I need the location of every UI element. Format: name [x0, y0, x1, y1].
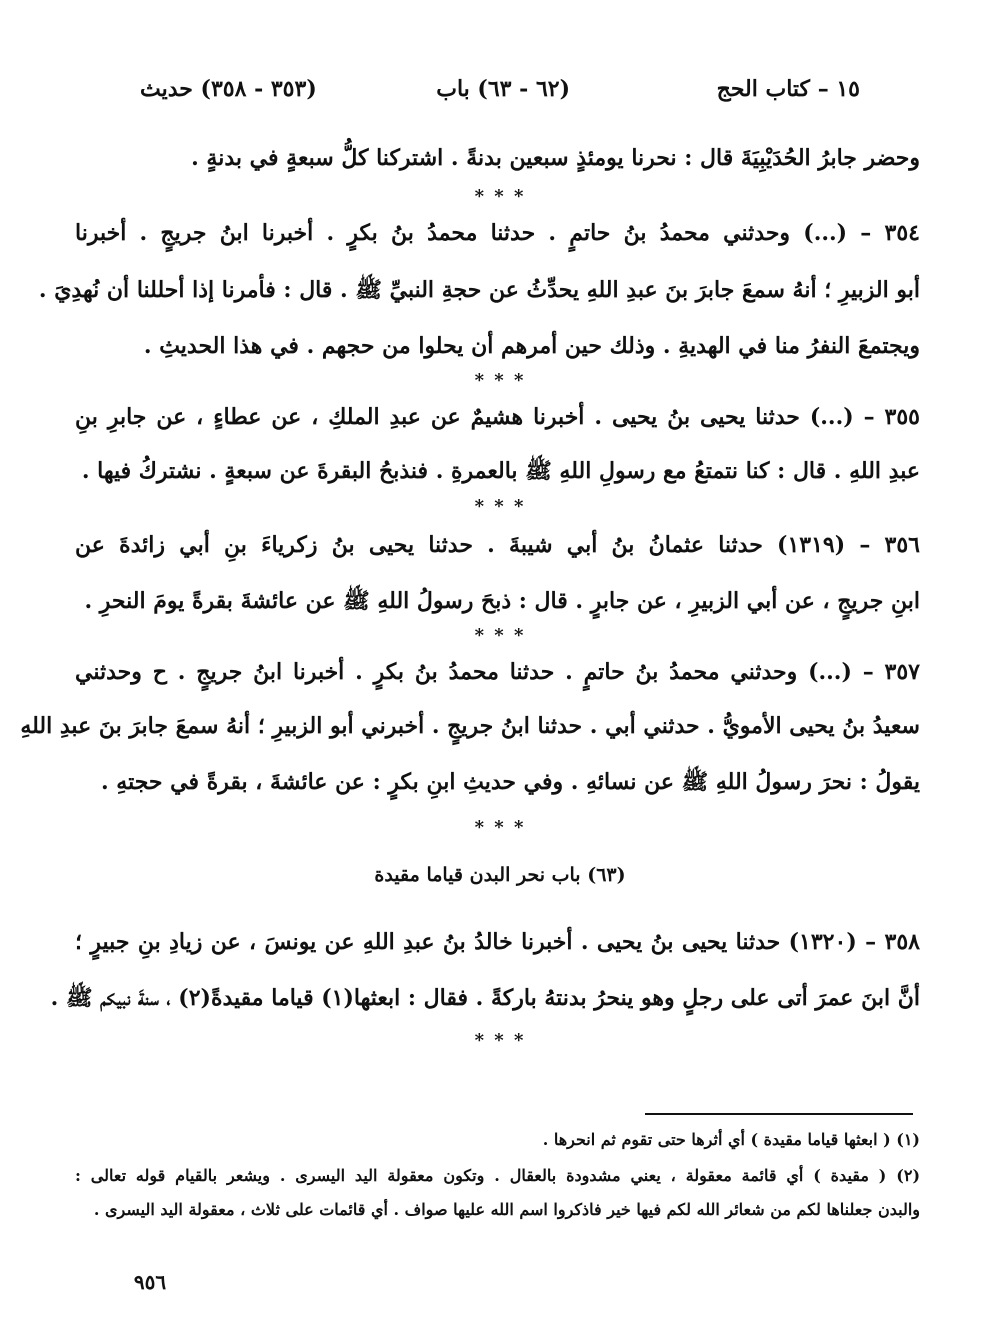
- section-separator: * * *: [474, 625, 526, 646]
- text-line: وحضر جابرُ الحُدَيْبِيَةَ قال : نحرنا يومئذٍ سبعين بدنةً . اشتركنا كلُّ سبعةٍ في بدنةٍ .: [191, 145, 920, 171]
- section-separator: * * *: [474, 186, 526, 207]
- header-section-title: ١٥ – كتاب الحج: [716, 76, 860, 102]
- text-line: ابنِ جريجٍ ، عن أبي الزبيرِ ، عن جابرٍ . قال : ذبحَ رسولُ اللهِ ﷺ عن عائشةَ بقرةً يومَ النحرِ .: [84, 588, 920, 614]
- page-header: [140, 70, 860, 110]
- section-separator: * * *: [474, 817, 526, 838]
- page-number: ٩٥٦: [133, 1270, 167, 1294]
- hadith-357-line: ٣٥٧ – (...) وحدثني محمدُ بنُ حاتمٍ . حدثنا محمدُ بنُ بكرٍ . أخبرنا ابنُ جريجٍ . ح وحدثني: [75, 659, 920, 685]
- section-separator: * * *: [474, 370, 526, 391]
- hadith-358-line: ٣٥٨ – (١٣٢٠) حدثنا يحيى بنُ يحيى . أخبرنا خالدُ بنُ عبدِ اللهِ عن يونسَ ، عن زيادِ بنِ جبيرٍ ؛: [75, 929, 920, 955]
- section-separator: * * *: [474, 496, 526, 517]
- section-separator: * * *: [474, 1030, 526, 1051]
- text-line: سعيدُ بنُ يحيى الأمويُّ . حدثني أبي . حدثنا ابنُ جريجٍ . أخبرني أبو الزبيرِ ؛ أنهُ سمعَ جابرَ بنَ عبدِ اللهِ: [20, 713, 920, 739]
- footnote-2: (٢) ( مقيدة ) أي قائمة معقولة ، يعني مشدودة بالعقال . وتكون معقولة اليد اليسرى . ويشعر بالقيام قوله تعالى :: [75, 1166, 921, 1185]
- hadith-355-line: ٣٥٥ – (...) حدثنا يحيى بنُ يحيى . أخبرنا هشيمٌ عن عبدِ الملكِ ، عن عطاءٍ ، عن جابرِ بنِ: [75, 404, 920, 430]
- text-line: أبو الزبيرِ ؛ أنهُ سمعَ جابرَ بنَ عبدِ اللهِ يحدِّثُ عن حجةِ النبيِّ ﷺ . قال : فأمرنا إذا أحللنا أن نُهدِيَ .: [38, 277, 920, 303]
- header-bab-range: (٦٢ - ٦٣) باب: [436, 76, 570, 102]
- footnote-2-continued: والبدن جعلناها لكم من شعائر الله لكم فيها خير فاذكروا اسم الله عليها صواف . أي قائمات على ثلاث ، معقولة اليد اليسرى .: [93, 1200, 920, 1219]
- text-line: عبدِ اللهِ . قال : كنا نتمتعُ مع رسولِ اللهِ ﷺ بالعمرةِ . فنذبحُ البقرةَ عن سبعةٍ . نشتركُ فيها .: [81, 458, 920, 484]
- header-hadith-range: (٣٥٣ - ٣٥٨) حديث: [140, 76, 317, 102]
- hadith-354-line: ٣٥٤ – (...) وحدثني محمدُ بنُ حاتمٍ . حدثنا محمدُ بنُ بكرٍ . أخبرنا ابنُ جريجٍ . أخبرنا: [75, 220, 920, 246]
- text-line: أنَّ ابنَ عمرَ أتى على رجلٍ وهو ينحرُ بدنتهُ باركةً . فقال : ابعثها(١) قياما مقيدةً(٢) ، سنةَ نبيكم ﷺ .: [50, 985, 920, 1011]
- text-line: ويجتمعَ النفرُ منا في الهديةِ . وذلك حين أمرهم أن يحلوا من حجهم . في هذا الحديثِ .: [143, 333, 920, 359]
- footnote-divider: [645, 1113, 913, 1115]
- text-line: يقولُ : نحرَ رسولُ اللهِ ﷺ عن نسائهِ . وفي حديثِ ابنِ بكرٍ : عن عائشةَ ، بقرةً في حجتهِ .: [100, 769, 920, 795]
- hadith-356-line: ٣٥٦ – (١٣١٩) حدثنا عثمانُ بنُ أبي شيبةَ . حدثنا يحيى بنُ زكرياءَ بنِ أبي زائدةَ عن: [75, 532, 920, 558]
- footnote-1: (١) ( ابعثها قياما مقيدة ) أي أثرها حتى تقوم ثم انحرها .: [542, 1130, 920, 1149]
- bab-heading: (٦٣) باب نحر البدن قياما مقيدة: [374, 864, 626, 886]
